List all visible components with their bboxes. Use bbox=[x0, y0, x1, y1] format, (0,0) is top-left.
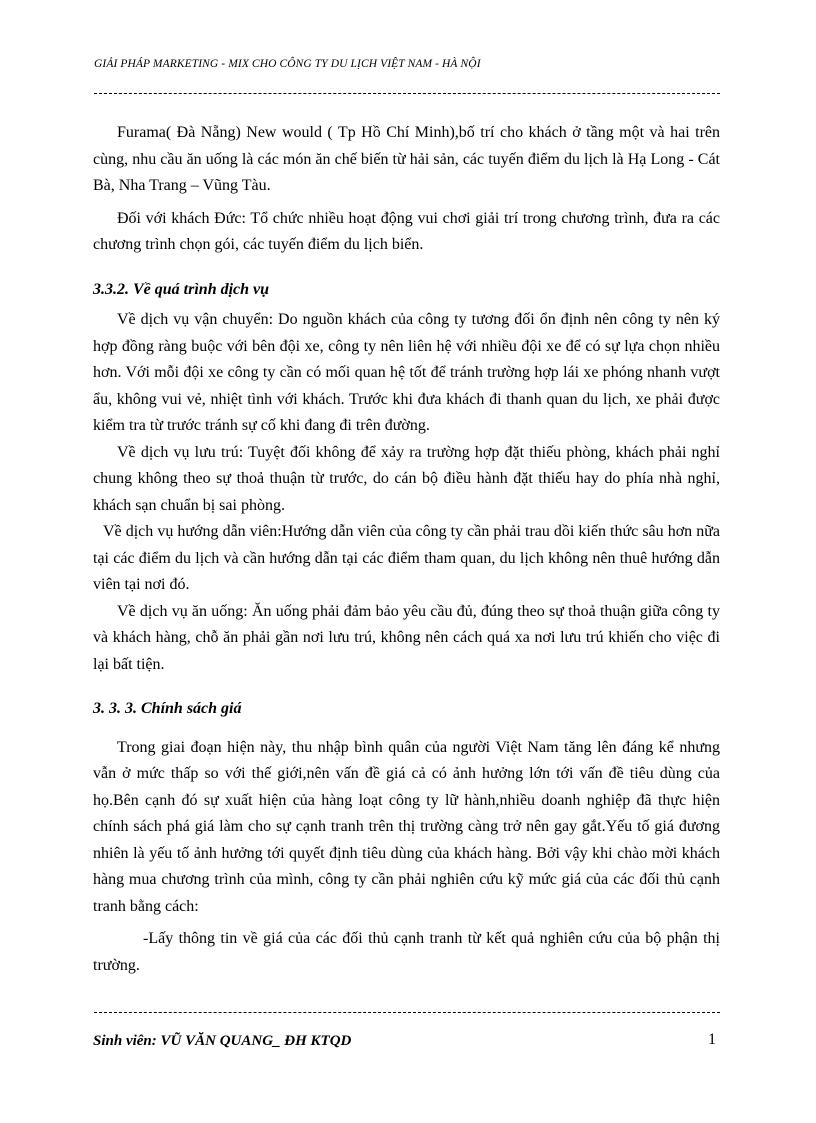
footer-divider bbox=[94, 1012, 720, 1013]
section-heading-332: 3.3.2. Về quá trình dịch vụ bbox=[93, 280, 270, 298]
footer-student-name: Sinh viên: VŨ VĂN QUANG_ ĐH KTQD bbox=[93, 1033, 352, 1049]
paragraph-tour-guide: Về dịch vụ hướng dẫn viên:Hướng dẫn viên của công ty cần phải trau dồi kiến thức sâu hơn nữa tại các điểm du lịch và cần hướng dẫn tại các điểm tham quan, du lịch không nên thuê hướng dẫn viên tại nơi đó. bbox=[93, 523, 720, 593]
paragraph-dining: Về dịch vụ ăn uống: Ăn uống phải đảm bảo yêu cầu đủ, đúng theo sự thoả thuận giữa công ty và khách hàng, chỗ ăn phải gần nơi lưu trú, không nên cách quá xa nơi lưu trú khiến cho việc đi lại bất tiện. bbox=[93, 602, 720, 673]
paragraph-accommodation: Về dịch vụ lưu trú: Tuyệt đối không để xảy ra trường hợp đặt thiếu phòng, khách phải nghỉ chung không theo sự thoả thuận từ trước, do cán bộ điều hành đặt thiếu hay do phía nhà nghỉ, khách sạn chuẩn bị sai phòng. bbox=[93, 443, 720, 514]
paragraph-german-guests: Đối với khách Đức: Tổ chức nhiều hoạt động vui chơi giải trí trong chương trình, đưa ra các chương trình chọn gói, các tuyến điểm du lịch biển. bbox=[93, 209, 720, 253]
paragraph-transport: Về dịch vụ vận chuyển: Do nguồn khách của công ty tương đối ổn định nên công ty nên ký hợp đồng ràng buộc với bên đội xe, công ty nên liên hệ với nhiều đội xe để có sự lựa chọn nhiều hơn. Với mỗi đội xe công ty cần có mối quan hệ tốt để tránh trường hợp lái xe phóng nhanh vượt ẩu, không vui vẻ, nhiệt tình với khách. Trước khi đưa khách đi thanh quan du lịch, xe phải được kiểm tra từ trước tránh sự cố khi đang đi trên đường. bbox=[93, 311, 720, 434]
paragraph-furama: Furama( Đà Nẵng) New would ( Tp Hồ Chí Minh),bố trí cho khách ở tầng một và hai trên cùng, nhu cầu ăn uống là các món ăn chế biến từ hải sản, các tuyến điểm du lịch là Hạ Long - Cát Bà, Nha Trang – Vũng Tàu. bbox=[93, 124, 720, 194]
page-number: 1 bbox=[708, 1031, 716, 1048]
document-body bbox=[93, 120, 720, 979]
section-heading-333: 3. 3. 3. Chính sách giá bbox=[93, 700, 242, 717]
paragraph-pricing: Trong giai đoạn hiện này, thu nhập bình quân của người Việt Nam tăng lên đáng kể nhưng vẫn ở mức thấp so với thế giới,nên vấn đề giá cả có ảnh hưởng lớn tới vấn đề tiêu dùng của họ.Bên cạnh đó sự xuất hiện của hàng loạt công ty lữ hành,nhiều doanh nghiệp đã thực hiện chính sách phá giá làm cho sự cạnh tranh trên thị trường càng trở nên gay gắt.Yếu tố giá đương nhiên là yếu tố ảnh hưởng tới quyết định tiêu dùng của khách hàng. Bởi vậy khi chào mời khách hàng mua chương trình của mình, công ty cần phải nghiên cứu kỹ mức giá của các đối thủ cạnh tranh bằng cách: bbox=[93, 738, 720, 915]
header-divider bbox=[94, 93, 720, 94]
header-title: GIẢI PHÁP MARKETING - MIX CHO CÔNG TY DU LỊCH VIỆT NAM - HÀ NỘI bbox=[94, 58, 481, 70]
paragraph-competitor-prices: -Lấy thông tin về giá của các đối thủ cạnh tranh từ kết quả nghiên cứu của bộ phận thị trường. bbox=[93, 930, 720, 974]
